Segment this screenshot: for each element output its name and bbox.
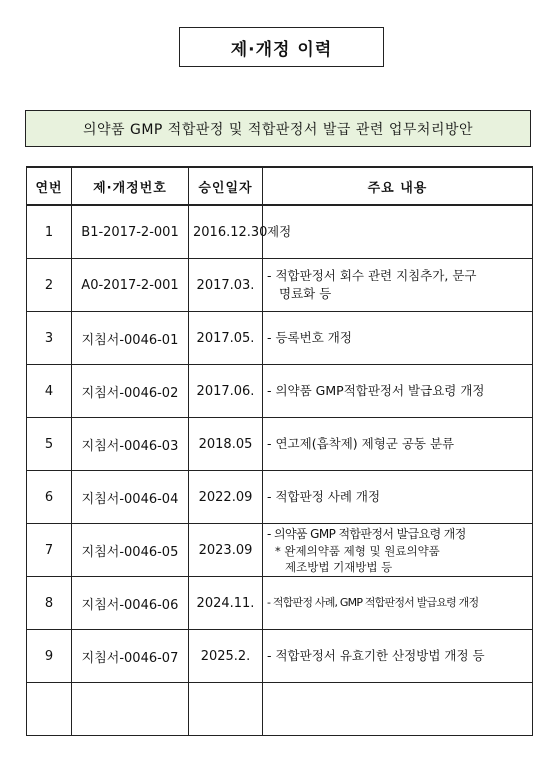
row-code: 지침서-0046-06 — [72, 577, 189, 630]
content-note: * 완제의약품 제형 및 원료의약품 — [275, 544, 440, 558]
content-line: 제정 — [267, 224, 292, 239]
row-date: 2017.03. — [189, 259, 263, 312]
row-content — [263, 312, 533, 365]
row-code — [72, 683, 189, 736]
header-no: 연번 — [27, 167, 72, 205]
row-date: 2017.06. — [189, 365, 263, 418]
row-no: 8 — [27, 577, 72, 630]
row-code: 지침서-0046-04 — [72, 471, 189, 524]
row-no: 2 — [27, 259, 72, 312]
row-content — [263, 418, 533, 471]
table-row — [27, 524, 533, 577]
row-date: 2017.05. — [189, 312, 263, 365]
content-line: - 적합판정 사례, GMP 적합판정서 발급요령 개정 — [267, 596, 479, 609]
table-header-row — [27, 167, 533, 205]
content-line: - 등록번호 개정 — [267, 330, 352, 345]
table-row — [27, 418, 533, 471]
row-content — [263, 365, 533, 418]
table-row — [27, 365, 533, 418]
row-date: 2025.2. — [189, 630, 263, 683]
content-line: - 적합판정서 회수 관련 지침추가, 문구 — [267, 268, 477, 283]
row-code: 지침서-0046-03 — [72, 418, 189, 471]
content-note: 제조방법 기재방법 등 — [285, 560, 393, 574]
row-code: 지침서-0046-05 — [72, 524, 189, 577]
row-content — [263, 205, 533, 259]
content-line: - 의약품 GMP 적합판정서 발급요령 개정 — [267, 527, 466, 541]
row-no: 9 — [27, 630, 72, 683]
row-date: 2023.09 — [189, 524, 263, 577]
row-no: 6 — [27, 471, 72, 524]
table-row — [27, 259, 533, 312]
row-code: 지침서-0046-01 — [72, 312, 189, 365]
row-no: 3 — [27, 312, 72, 365]
row-code: 지침서-0046-07 — [72, 630, 189, 683]
header-content: 주요 내용 — [263, 167, 533, 205]
table-row — [27, 630, 533, 683]
row-date: 2016.12.30 — [189, 205, 263, 259]
content-line: - 적합판정 사례 개정 — [267, 489, 381, 504]
row-content — [263, 259, 533, 312]
row-code: B1-2017-2-001 — [72, 205, 189, 259]
table-row — [27, 471, 533, 524]
header-date: 승인일자 — [189, 167, 263, 205]
table-row — [27, 683, 533, 736]
row-date: 2024.11. — [189, 577, 263, 630]
row-content — [263, 577, 533, 630]
table-row — [27, 205, 533, 259]
content-line: - 적합판정서 유효기한 산정방법 개정 등 — [267, 648, 485, 663]
document-subtitle: 의약품 GMP 적합판정 및 적합판정서 발급 관련 업무처리방안 — [25, 110, 531, 147]
row-code: A0-2017-2-001 — [72, 259, 189, 312]
revision-history-table — [26, 166, 533, 736]
table-row — [27, 312, 533, 365]
row-no — [27, 683, 72, 736]
header-code: 제·개정번호 — [72, 167, 189, 205]
row-date: 2022.09 — [189, 471, 263, 524]
row-content — [263, 524, 533, 577]
row-code: 지침서-0046-02 — [72, 365, 189, 418]
row-no: 5 — [27, 418, 72, 471]
content-line: - 연고제(흡착제) 제형군 공동 분류 — [267, 436, 455, 451]
table-row — [27, 577, 533, 630]
row-content — [263, 630, 533, 683]
content-line: - 의약품 GMP적합판정서 발급요령 개정 — [267, 383, 485, 398]
row-date — [189, 683, 263, 736]
row-no: 4 — [27, 365, 72, 418]
row-date: 2018.05 — [189, 418, 263, 471]
row-content — [263, 683, 533, 736]
document-title: 제·개정 이력 — [179, 27, 384, 67]
content-line: 명료화 등 — [279, 286, 332, 301]
row-no: 7 — [27, 524, 72, 577]
row-content — [263, 471, 533, 524]
row-no: 1 — [27, 205, 72, 259]
